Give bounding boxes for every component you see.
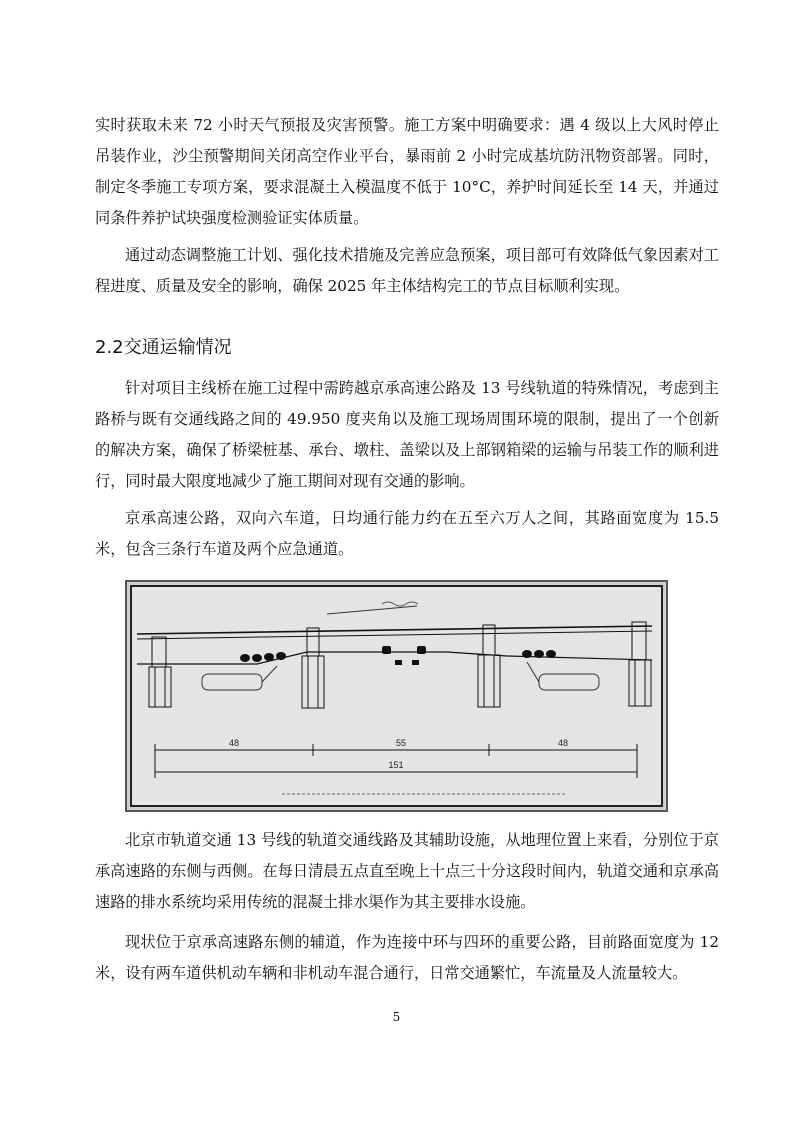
diagram-drawing — [127, 582, 666, 810]
vehicles-right-road — [522, 650, 556, 658]
paragraph-crossing-overview: 针对项目主线桥在施工过程中需跨越京承高速公路及 13 号线轨道的特殊情况，考虑到主路桥与既有交通线路之间的 49.950 度夹角以及施工现场周围环境的限制，提出了一个创新的解决方案，确保了桥梁桩基、承台、墩柱、盖梁以及上部钢箱梁的运输与吊装工作的顺利进行，同时最大限度地减少了施工期间对现有交通的影响。 — [95, 379, 719, 490]
dimension-left-label: 48 — [228, 738, 240, 748]
dimension-total-label: 151 — [388, 760, 404, 770]
page-number: 5 — [392, 1010, 401, 1024]
paragraph-weather-summary: 通过动态调整施工计划、强化技术措施及完善应急预案，项目部可有效降低气象因素对工程进度、质量及安全的影响，确保 2025 年主体结构完工的节点目标顺利实现。 — [95, 246, 719, 295]
section-heading: 2.2交通运输情况 — [95, 337, 232, 358]
paragraph-service-road: 现状位于京承高速路东侧的辅道，作为连接中环与四环的重要公路，目前路面宽度为 12 米，设有两车道供机动车辆和非机动车混合通行，日常交通繁忙，车流量及人流量较大。 — [95, 933, 719, 982]
diagram-frame — [131, 586, 662, 806]
dimension-mid-label: 55 — [395, 738, 407, 748]
dimension-right-label: 48 — [557, 738, 569, 748]
bridge-crossing-diagram — [125, 580, 668, 812]
paragraph-expressway: 京承高速公路，双向六车道，日均通行能力约在五至六万人之间，其路面宽度为 15.5 米，包含三条行车道及两个应急通道。 — [95, 509, 719, 558]
paragraph-weather-measures: 实时获取未来 72 小时天气预报及灾害预警。施工方案中明确要求：遇 4 级以上大风时停止吊装作业，沙尘预警期间关闭高空作业平台，暴雨前 2 小时完成基坑防汛物资部署。同时，制定冬季施工专项方案，要求混凝土入模温度不低于 10°C，养护时间延长至 14 天，并通过同条件养护试块强度检测验证实体质量。 — [95, 116, 719, 227]
paragraph-line13: 北京市轨道交通 13 号线的轨道交通线路及其辅助设施，从地理位置上来看，分别位于京承高速路的东侧与西侧。在每日清晨五点直至晚上十点三十分这段时间内，轨道交通和京承高速路的排水系统均采用传统的混凝土排水渠作为其主要排水设施。 — [95, 831, 719, 911]
